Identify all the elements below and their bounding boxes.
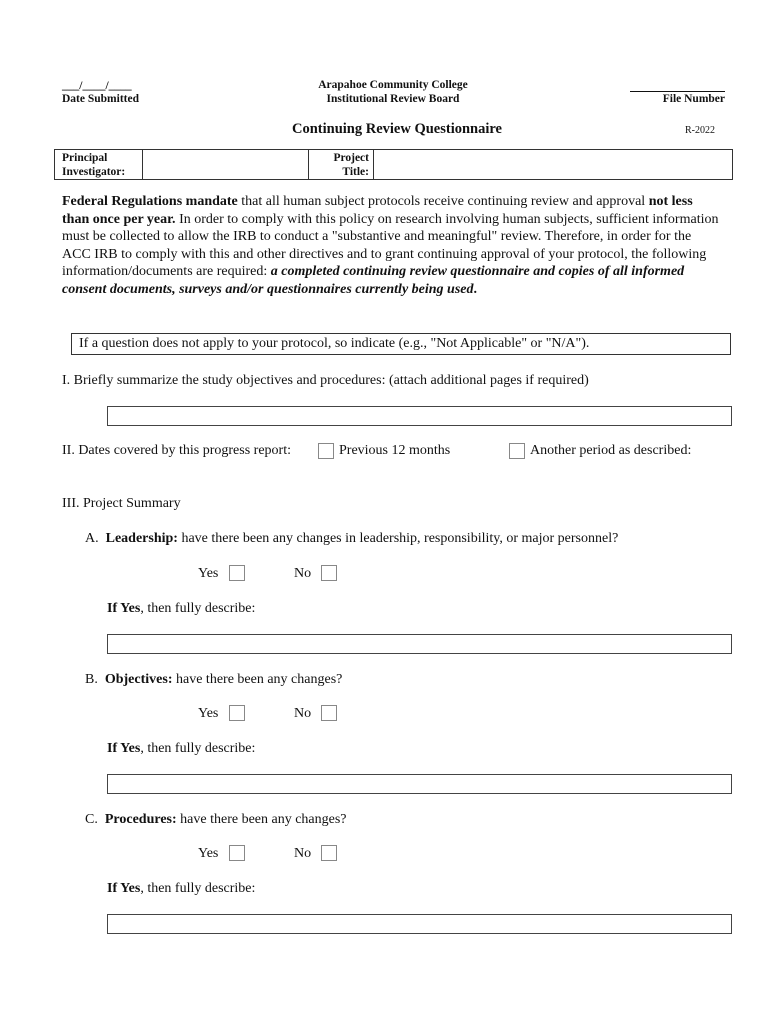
item-b-no-checkbox[interactable]: [321, 705, 337, 721]
section-2-label: II. Dates covered by this progress report:: [62, 443, 291, 458]
notice-box: If a question does not apply to your protocol, so indicate (e.g., "Not Applicable" or "N/A").: [71, 333, 731, 355]
item-b-yes-label: Yes: [198, 706, 219, 721]
item-b-describe-input[interactable]: [107, 774, 732, 794]
pi-label: Principal Investigator:: [62, 152, 126, 178]
page-title: Continuing Review Questionnaire: [291, 121, 502, 137]
item-a-question: A. Leadership: have there been any changes in leadership, responsibility, or major personnel?: [85, 531, 619, 546]
another-period-label: Another period as described:: [530, 443, 692, 458]
intro-paragraph: Federal Regulations mandate that all human subject protocols receive continuing review and approval not less than once per year. In order to comply with this policy on research involving human subjects, sufficient information must be collected to allow the IRB to conduct a "substantive and meaningful" review. Therefore, in order for the ACC IRB to comply with this and other directives and to grant continuing approval of your protocol, the following information/documents are required: a completed continuing review questionnaire and copies of all informed consent documents, surveys and/or questionnaires currently being used.: [62, 194, 719, 297]
another-period-checkbox[interactable]: [509, 443, 525, 459]
item-a-if-yes-label: If Yes, then fully describe:: [107, 601, 256, 616]
item-c-if-yes-label: If Yes, then fully describe:: [107, 881, 256, 896]
pi-input[interactable]: [142, 150, 309, 179]
item-c-question: C. Procedures: have there been any changes?: [85, 812, 347, 827]
item-a-no-checkbox[interactable]: [321, 565, 337, 581]
item-a-no-label: No: [294, 566, 312, 581]
item-c-yes-label: Yes: [198, 846, 219, 861]
item-c-yes-checkbox[interactable]: [229, 845, 245, 861]
date-blank[interactable]: ___/____/____: [62, 80, 132, 92]
section-1-label: I. Briefly summarize the study objectives and procedures: (attach additional pages if required): [62, 373, 589, 388]
item-b-question: B. Objectives: have there been any changes?: [85, 672, 343, 687]
pi-project-table: [54, 149, 733, 180]
project-title-label: Project Title:: [333, 152, 369, 178]
file-number-field[interactable]: [630, 91, 725, 92]
item-c-no-checkbox[interactable]: [321, 845, 337, 861]
item-c-no-label: No: [294, 846, 312, 861]
previous-12-months-checkbox[interactable]: [318, 443, 334, 459]
section-1-input[interactable]: [107, 406, 732, 426]
item-b-no-label: No: [294, 706, 312, 721]
section-3-label: III. Project Summary: [62, 496, 181, 511]
date-submitted-label: Date Submitted: [62, 93, 139, 105]
item-b-if-yes-label: If Yes, then fully describe:: [107, 741, 256, 756]
project-title-input[interactable]: [373, 150, 733, 179]
item-c-describe-input[interactable]: [107, 914, 732, 934]
form-code: R-2022: [685, 125, 715, 136]
previous-12-months-label: Previous 12 months: [339, 443, 451, 458]
college-name: Arapahoe Community College: [318, 79, 468, 91]
item-a-yes-label: Yes: [198, 566, 219, 581]
board-name: Institutional Review Board: [326, 93, 460, 105]
file-number-label: File Number: [662, 93, 725, 105]
item-a-yes-checkbox[interactable]: [229, 565, 245, 581]
item-b-yes-checkbox[interactable]: [229, 705, 245, 721]
item-a-describe-input[interactable]: [107, 634, 732, 654]
